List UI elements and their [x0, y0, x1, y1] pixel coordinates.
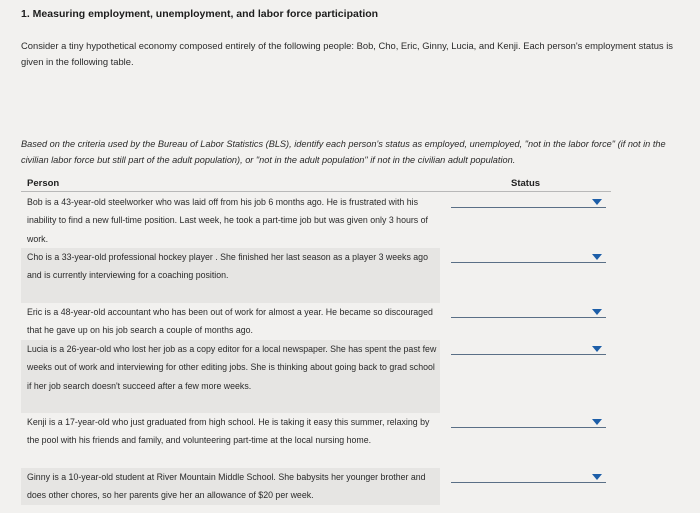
caret-down-icon: [592, 419, 602, 425]
table-row-cho: [21, 248, 440, 303]
question-title: 1. Measuring employment, unemployment, and labor force participation: [21, 8, 379, 20]
caret-down-icon: [592, 474, 602, 480]
person-description: Bob is a 43-year-old steelworker who was laid off from his job 6 months ago. He is frustrated with his inability to find a new full-time position. Last week, he took a part-time job but was given only 3 hours of work.: [27, 197, 428, 244]
table-row-kenji: [21, 413, 440, 468]
caret-down-icon: [592, 254, 602, 260]
intro-text: Consider a tiny hypothetical economy composed entirely of the following people: Bob, Cho, Eric, Ginny, Lucia, and Kenji. Each person's employment status is given in the following table.: [21, 40, 673, 67]
table-row-bob: [21, 193, 440, 248]
status-dropdown-kenji[interactable]: [451, 417, 606, 428]
table-row-lucia: [21, 340, 440, 413]
table-row-eric: [21, 303, 440, 340]
caret-down-icon: [592, 309, 602, 315]
status-dropdown-eric[interactable]: [451, 307, 606, 318]
person-description: Eric is a 48-year-old accountant who has been out of work for almost a year. He became so discouraged that he gave up on his job search a couple of months ago.: [27, 307, 433, 336]
person-description: Ginny is a 10-year-old student at River Mountain Middle School. She babysits her younger brother and does other chores, so her parents give her an allowance of $20 per week.: [27, 472, 426, 501]
caret-down-icon: [592, 199, 602, 205]
person-description: Kenji is a 17-year-old who just graduated from high school. He is taking it easy this summer, relaxing by the pool with his friends and family, and volunteering part-time at the local nursing home.: [27, 417, 430, 446]
status-dropdown-ginny[interactable]: [451, 472, 606, 483]
person-column-header: Person: [27, 178, 60, 189]
caret-down-icon: [592, 346, 602, 352]
status-column-header: Status: [511, 178, 541, 189]
person-description: Cho is a 33-year-old professional hockey player . She finished her last season as a player 3 weeks ago and is currently interviewing for a coaching position.: [27, 252, 428, 281]
status-dropdown-lucia[interactable]: [451, 344, 606, 355]
header-divider: [21, 191, 611, 192]
instructions-text: Based on the criteria used by the Bureau of Labor Statistics (BLS), identify each person's status as employed, unemployed, "not in the labor force" (if not in the civilian labor force but still part of the adult population), or "not in the adult population" if not in the civilian adult population.: [21, 139, 666, 165]
status-dropdown-cho[interactable]: [451, 252, 606, 263]
status-dropdown-bob[interactable]: [451, 197, 606, 208]
person-description: Lucia is a 26-year-old who lost her job as a copy editor for a local newspaper. She has spent the past few weeks out of work and interviewing for other editing jobs. She is thinking about going back to grad school if her job search doesn't succeed after a few more weeks.: [27, 344, 437, 391]
table-row-ginny: [21, 468, 440, 505]
